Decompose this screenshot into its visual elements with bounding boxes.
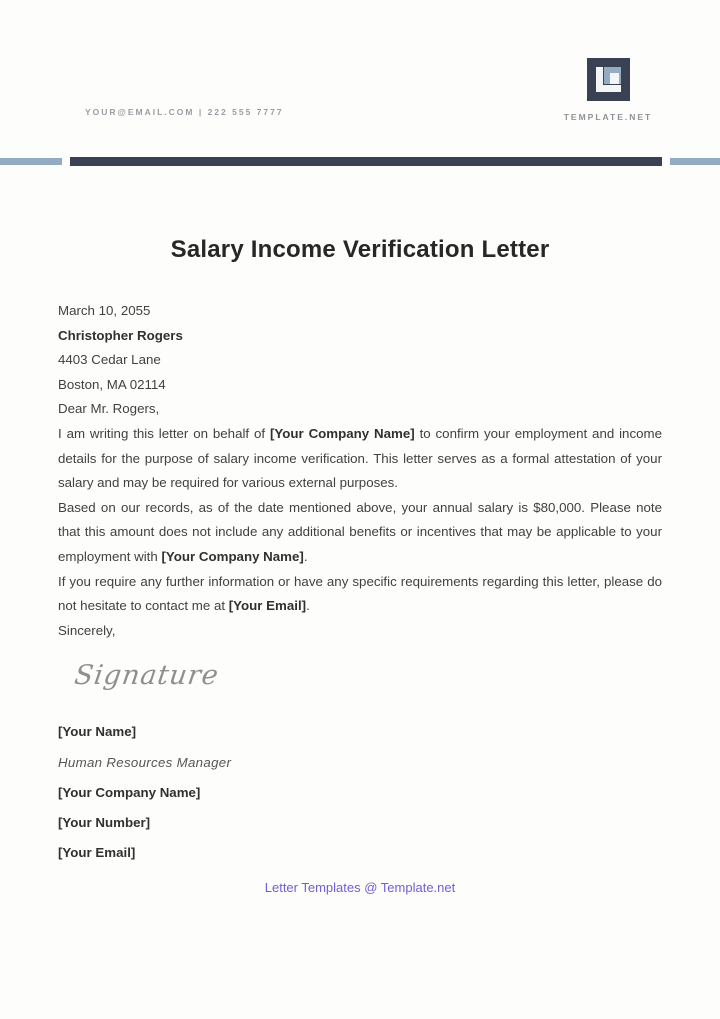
paragraph-3-text: If you require any further information or have any specific requirements regarding this letter, please do not hesitate to contact me at	[58, 573, 662, 614]
footer-template-link[interactable]: Letter Templates @ Template.net	[264, 880, 456, 895]
paragraph-3	[58, 570, 662, 619]
paragraph-2-placeholder: [Your Company Name]	[161, 548, 304, 564]
paragraph-1	[58, 422, 662, 496]
signer-job-title: Human Resources Manager	[58, 755, 232, 771]
signer-block	[58, 717, 662, 868]
signer-email-placeholder: [Your Email]	[58, 845, 136, 861]
footer	[0, 880, 720, 895]
recipient-name: Christopher Rogers	[58, 327, 183, 343]
header-contact-info: YOUR@EMAIL.COM | 222 555 7777	[85, 107, 284, 117]
divider-left-segment	[0, 158, 62, 165]
header-divider	[0, 156, 720, 166]
signer-company-placeholder: [Your Company Name]	[58, 785, 201, 801]
brand-name: TEMPLATE.NET	[563, 112, 653, 122]
signer-name-placeholder: [Your Name]	[58, 724, 137, 740]
paragraph-2	[58, 496, 662, 570]
recipient-address-line1: 4403 Cedar Lane	[58, 352, 161, 368]
salutation: Dear Mr. Rogers,	[58, 401, 160, 417]
signer-number-placeholder: [Your Number]	[58, 815, 151, 831]
letter-body	[58, 299, 662, 868]
brand-block	[553, 58, 663, 122]
page-title: Salary Income Verification Letter	[170, 236, 550, 263]
paragraph-3-placeholder: [Your Email]	[228, 598, 307, 614]
paragraph-1-text: I am writing this letter on behalf of	[58, 425, 270, 441]
signature-script: Signature	[72, 660, 221, 692]
logo-u-notch	[610, 73, 619, 84]
paragraph-1-text-cont: to confirm your employment and income details for the purpose of salary income verification. This letter serves as a formal attestation of your salary and may be required for various external purposes.	[58, 425, 662, 491]
template-net-logo-icon	[587, 58, 630, 101]
divider-right-segment	[670, 158, 720, 165]
paragraph-1-placeholder: [Your Company Name]	[269, 425, 415, 441]
paragraph-2-text-cont: .	[303, 548, 308, 564]
recipient-address-line2: Boston, MA 02114	[58, 376, 166, 392]
letter-date: March 10, 2055	[58, 303, 151, 318]
divider-center-segment	[70, 157, 662, 166]
paragraph-3-text-cont: .	[306, 598, 310, 614]
paragraph-2-text: Based on our records, as of the date mentioned above, your annual salary is $80,000. Please note that this amount does not include any additional benefits or incentives that may be applicable to your employment with	[58, 499, 662, 564]
closing-salutation: Sincerely,	[58, 622, 116, 638]
